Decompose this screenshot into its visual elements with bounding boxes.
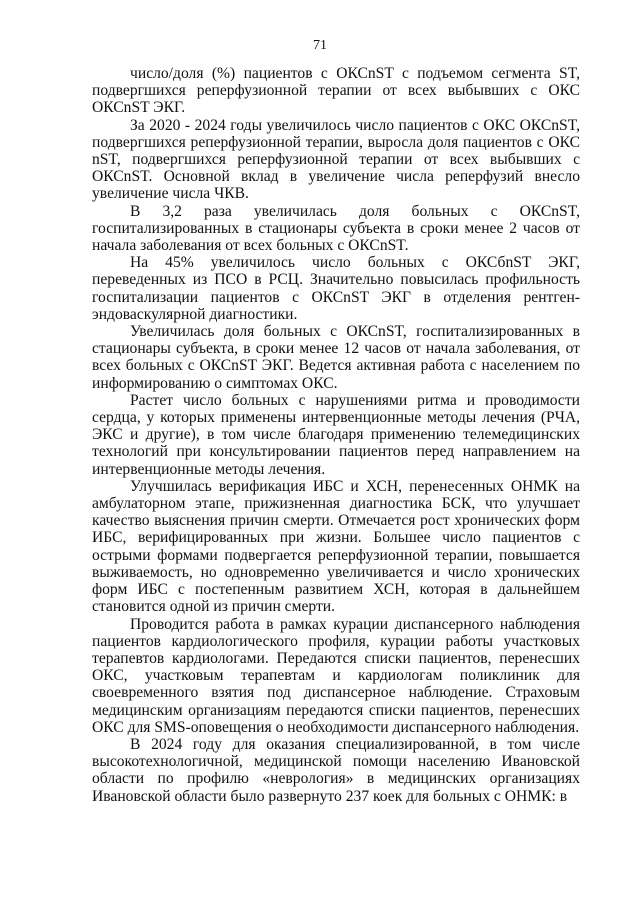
paragraph-5: Увеличилась доля больных с ОКСnST, госпитализированных в стационары субъекта, в сроки менее 12 часов от начала заболевания, от всех больных с ОКСnST ЭКГ. Ведется активная работа с населением по информированию о симптомах ОКС. [92, 323, 580, 392]
paragraph-4: На 45% увеличилось число больных с ОКСбnST ЭКГ, переведенных из ПСО в РСЦ. Значительно повысилась профильность госпитализации пациентов с ОКСnST ЭКГ в отделения рентген-эндоваскулярной диагностики. [92, 254, 580, 323]
paragraph-1: число/доля (%) пациентов с ОКСnST с подъемом сегмента ST, подвергшихся реперфузионной терапии от всех выбывших с ОКС ОКСnST ЭКГ. [92, 65, 580, 117]
page-number: 71 [313, 38, 327, 53]
paragraph-2: За 2020 - 2024 годы увеличилось число пациентов с ОКС ОКСnST, подвергшихся реперфузионной терапии, выросла доля пациентов с ОКС nST, подвергшихся реперфузионной терапии от всех выбывших с ОКСnST. Основной вклад в увеличение числа реперфузий внесло увеличение числа ЧКВ. [92, 116, 580, 203]
paragraph-9: В 2024 году для оказания специализированной, в том числе высокотехнологичной, медицинской помощи населению Ивановской области по профилю «неврология» в медицинских организациях Ивановской области было развернуто 237 коек для больных с ОНМК: в [92, 735, 580, 805]
paragraph-7: Улучшилась верификация ИБС и ХСН, перенесенных ОНМК на амбулаторном этапе, прижизненная диагностика БСК, что улучшает качество выяснения причин смерти. Отмечается рост хронических форм ИБС, верифицированных при жизни. Большее число пациентов с острыми формами подвергается реперфузионной терапии, повышается выживаемость, но одновременно увеличивается и число хронических форм ИБС с постепенным развитием ХСН, которая в дальнейшем становится одной из причин смерти. [92, 477, 580, 616]
paragraph-8: Проводится работа в рамках курации диспансерного наблюдения пациентов кардиологического профиля, курации работы участковых терапевтов кардиологами. Передаются списки пациентов, перенесших ОКС, участковым терапевтам и кардиологам поликлиник для своевременного взятия под диспансерное наблюдение. Страховым медицинским организациям передаются списки пациентов, перенесших ОКС для SMS-оповещения о необходимости диспансерного наблюдения. [92, 615, 580, 736]
body-text [92, 65, 580, 805]
paragraph-6: Растет число больных с нарушениями ритма и проводимости сердца, у которых применены интервенционные методы лечения (РЧА, ЭКС и другие), в том числе благодаря применению телемедицинских технологий при консультировании пациентов перед направлением на интервенционные методы лечения. [92, 391, 580, 478]
paragraph-3: В 3,2 раза увеличилась доля больных с ОКСnST, госпитализированных в стационары субъекта в сроки менее 2 часов от начала заболевания от всех больных с ОКСnST. [92, 202, 580, 255]
